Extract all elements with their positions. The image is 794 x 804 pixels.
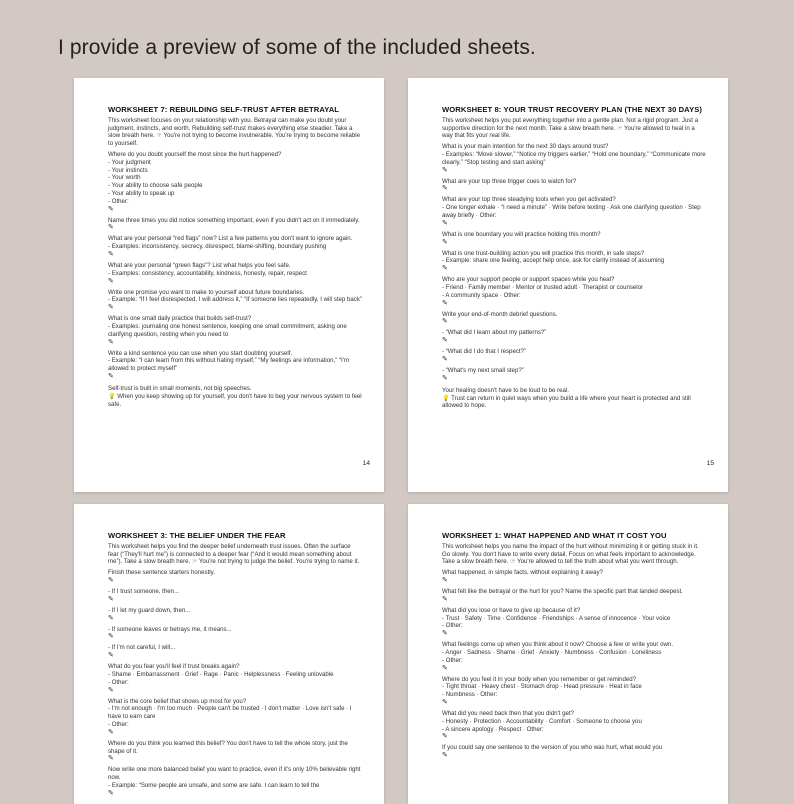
worksheet-8-page (408, 78, 728, 492)
pen-icon: ✎ (442, 576, 448, 584)
worksheet-title: WORKSHEET 1: WHAT HAPPENED AND WHAT IT COST YOU (442, 531, 667, 540)
pen-icon: ✎ (108, 755, 114, 763)
page-number: 14 (362, 460, 370, 468)
pen-icon: ✎ (108, 304, 114, 312)
pen-icon: ✎ (108, 728, 114, 736)
answer-option: - Honesty · Protection · Accountability · Comfort · Someone to choose you (442, 717, 642, 725)
worksheet-intro: This worksheet helps you name the impact of the hurt without minimizing it or getting stuck in it. Go slowly. You don't have to write every detail. Focus on what feels important to acknowledge. Take a slow breath here. ☞ You're allowed to tell the truth about what you went through. (442, 542, 699, 566)
question-text: Where do you think you learned this belief? You don't have to tell the whole story, just the shape of it. (108, 739, 348, 755)
pen-icon: ✎ (442, 374, 448, 382)
pen-icon: ✎ (108, 338, 114, 346)
question-text: - If I'm not careful, I will... (108, 644, 176, 652)
pen-icon: ✎ (442, 733, 448, 741)
answer-option: - Examples: journaling one honest sentence, keeping one small commitment, asking one clarifying question, resting when you need to (108, 322, 347, 338)
pen-icon: ✎ (108, 277, 114, 285)
question-text: Where do you feel it in your body when you remember or get reminded? (442, 675, 637, 683)
pen-icon: ✎ (442, 355, 448, 363)
answer-option: - One longer exhale · “I need a minute” · Write before texting · Ask one clarifying question · Step away briefly · Other: (442, 204, 701, 219)
pen-icon: ✎ (442, 630, 448, 638)
worksheet-intro: This worksheet focuses on your relationship with you. Betrayal can make you doubt your judgment, instincts, and worth. Rebuilding self-trust makes everything else steadier. Take a slow breath here. ☞ You're not trying to become invulnerable. You're trying to become reliable to yourself. (108, 116, 361, 148)
pen-icon: ✎ (442, 337, 448, 345)
answer-option: - Numbness · Other: (442, 691, 498, 699)
question-text: Who are your support people or support spaces while you heal? (442, 276, 615, 284)
question-text: What did you need back then that you didn't get? (442, 709, 574, 717)
pen-icon: ✎ (108, 633, 114, 641)
question-text: What are your top three steadying tools when you get activated? (442, 196, 616, 204)
pen-icon: ✎ (442, 595, 448, 603)
question-text: What do you fear you'll feel if trust breaks again? (108, 663, 240, 671)
pen-icon: ✎ (108, 576, 114, 584)
closing-note: 💡 Trust can return in quiet ways when you build a life where your heart is protected and still allowed to hope. (442, 394, 691, 410)
answer-option: - I'm not enough · I'm too much · People can't be trusted · I don't matter · Love isn't safe · I have to earn care (108, 705, 352, 721)
pen-icon: ✎ (442, 166, 448, 174)
question-text: What are your personal “green flags”? List what helps you feel safe. (108, 261, 291, 269)
closing-note: Your healing doesn't have to be loud to be real. (442, 386, 569, 394)
question-text: What are your personal “red flags” now? List a few patterns you don't want to ignore again. (108, 235, 353, 243)
worksheet-1-page (408, 504, 728, 804)
answer-option: - Example: “Some people are unsafe, and some are safe. I can learn to tell the (108, 781, 320, 789)
question-text: - “What's my next small step?” (442, 366, 524, 374)
worksheet-title: WORKSHEET 3: THE BELIEF UNDER THE FEAR (108, 531, 286, 540)
question-text: Finish these sentence starters honestly. (108, 569, 215, 577)
question-text: What are your top three trigger cues to watch for? (442, 177, 577, 185)
pen-icon: ✎ (108, 250, 114, 258)
pen-icon: ✎ (442, 752, 448, 760)
answer-option: - Examples: consistency, accountability, kindness, honesty, repair, respect (108, 269, 307, 277)
pen-icon: ✎ (442, 185, 448, 193)
worksheet-title: WORKSHEET 8: YOUR TRUST RECOVERY PLAN (THE NEXT 30 DAYS) (442, 105, 703, 114)
worksheet-3-page (74, 504, 384, 804)
pen-icon: ✎ (442, 219, 448, 227)
question-text: If you could say one sentence to the version of you who was hurt, what would you (442, 744, 663, 752)
pen-icon: ✎ (442, 698, 448, 706)
question-text: - “What did I learn about my patterns?” (442, 329, 547, 337)
closing-note: Self-trust is built in small moments, not big speeches. (108, 384, 252, 392)
pen-icon: ✎ (108, 686, 114, 694)
pen-icon: ✎ (442, 664, 448, 672)
answer-option: - A community space · Other: (442, 291, 521, 299)
preview-headline: I provide a preview of some of the included sheets. (58, 36, 536, 59)
pen-icon: ✎ (108, 614, 114, 622)
question-text: What is your main intention for the next 30 days around trust? (442, 143, 609, 151)
answer-option: - Your worth (108, 174, 141, 182)
pen-icon: ✎ (108, 595, 114, 603)
answer-option: - Your instincts (108, 166, 148, 174)
answer-option: - Example: “If I feel disrespected, I will address it,” “If someone lies repeatedly, I will step back” (108, 296, 362, 304)
question-text: Where do you doubt yourself the most since the hurt happened? (108, 150, 282, 158)
answer-option: - Examples: inconsistency, secrecy, disrespect, blame-shifting, boundary pushing (108, 243, 327, 251)
question-text: What did you lose or have to give up because of it? (442, 606, 581, 614)
answer-option: - Tight throat · Heavy chest · Stomach drop · Head pressure · Heat in face (442, 683, 642, 691)
question-text: What is one boundary you will practice holding this month? (442, 230, 601, 238)
answer-option: - Other: (108, 720, 129, 728)
question-text: - If I trust someone, then... (108, 587, 180, 595)
worksheet-intro: This worksheet helps you put everything together into a gentle plan. Not a rigid program. Just a supportive direction for the next month. Take a slow breath here. ☞ You're allowed to heal in a way that fits your real life. (442, 116, 699, 140)
question-text: What is one small daily practice that builds self-trust? (108, 315, 252, 323)
worksheet-title: WORKSHEET 7: REBUILDING SELF-TRUST AFTER BETRAYAL (108, 105, 340, 114)
closing-note: 💡 When you keep showing up for yourself, you don't have to beg your nervous system to feel safe. (108, 392, 362, 408)
pen-icon: ✎ (442, 299, 448, 307)
answer-option: - Example: share one feeling, accept help once, ask for clarity instead of assuming (442, 257, 665, 265)
answer-option: - Friend · Family member · Mentor or trusted adult · Therapist or counselor (442, 283, 644, 291)
worksheet-intro: This worksheet helps you find the deeper belief underneath trust issues. Often the surface fear (“They'll hurt me”) is connected to a deeper fear (“And it would mean something about me”). Take a slow breath here. ☞ You're not trying to judge the belief. You're trying to name it. (108, 542, 360, 566)
question-text: What feelings come up when you think about it now? Choose a few or write your own. (442, 641, 674, 649)
pen-icon: ✎ (442, 238, 448, 246)
question-text: - If someone leaves or betrays me, it means... (108, 625, 232, 633)
question-text: What felt like the betrayal or the hurt for you? Name the specific part that landed deepest. (442, 587, 683, 595)
question-text: Write a kind sentence you can use when you start doubting yourself. (108, 349, 293, 357)
question-text: What is one trust-building action you will practice this month, in safe steps? (442, 249, 645, 257)
answer-option: - Trust · Safety · Time · Confidence · Friendships · A sense of innocence · Your voice (442, 614, 671, 622)
pen-icon: ✎ (108, 205, 114, 213)
question-text: Now write one more balanced belief you want to practice, even if it's only 10% believable right now. (108, 766, 361, 782)
question-text: What is the core belief that shows up most for you? (108, 697, 247, 705)
question-text: Name three times you did notice something important, even if you didn't act on it immediately. (108, 216, 360, 224)
answer-option: - Anger · Sadness · Shame · Grief · Anxiety · Numbness · Confusion · Loneliness (442, 648, 662, 656)
answer-option: - Examples: “Move slower,” “Notice my triggers earlier,” “Hold one boundary,” “Communicate more clearly,” “Stop testing and start asking” (442, 150, 706, 166)
pen-icon: ✎ (442, 318, 448, 326)
answer-option: - Shame · Embarrassment · Grief · Rage · Panic · Helplessness · Feeling unlovable (108, 670, 334, 678)
answer-option: - Example: “I can learn from this without hating myself,” “My feelings are information,” “I'm allowed to protect myself” (108, 357, 349, 373)
pen-icon: ✎ (108, 789, 114, 797)
answer-option: - Other: (108, 678, 129, 686)
worksheet-7-page (74, 78, 384, 492)
answer-option: - Your ability to choose safe people (108, 182, 203, 190)
answer-option: - Your judgment (108, 158, 151, 166)
answer-option: - Your ability to speak up (108, 189, 175, 197)
pen-icon: ✎ (108, 224, 114, 232)
question-text: - If I let my guard down, then... (108, 606, 191, 614)
question-text: Write your end-of-month debrief questions. (442, 310, 558, 318)
question-text: - “What did I do that I respect?” (442, 348, 526, 356)
answer-option: - Other: (442, 622, 463, 630)
answer-option: - Other: (442, 656, 463, 664)
question-text: Write one promise you want to make to yourself about future boundaries. (108, 288, 305, 296)
pen-icon: ✎ (108, 372, 114, 380)
answer-option: - A sincere apology · Respect · Other: (442, 725, 544, 733)
pen-icon: ✎ (108, 652, 114, 660)
pen-icon: ✎ (442, 265, 448, 273)
page-number: 15 (706, 460, 714, 468)
question-text: What happened, in simple facts, without explaining it away? (442, 569, 603, 577)
answer-option: - Other: (108, 197, 129, 205)
